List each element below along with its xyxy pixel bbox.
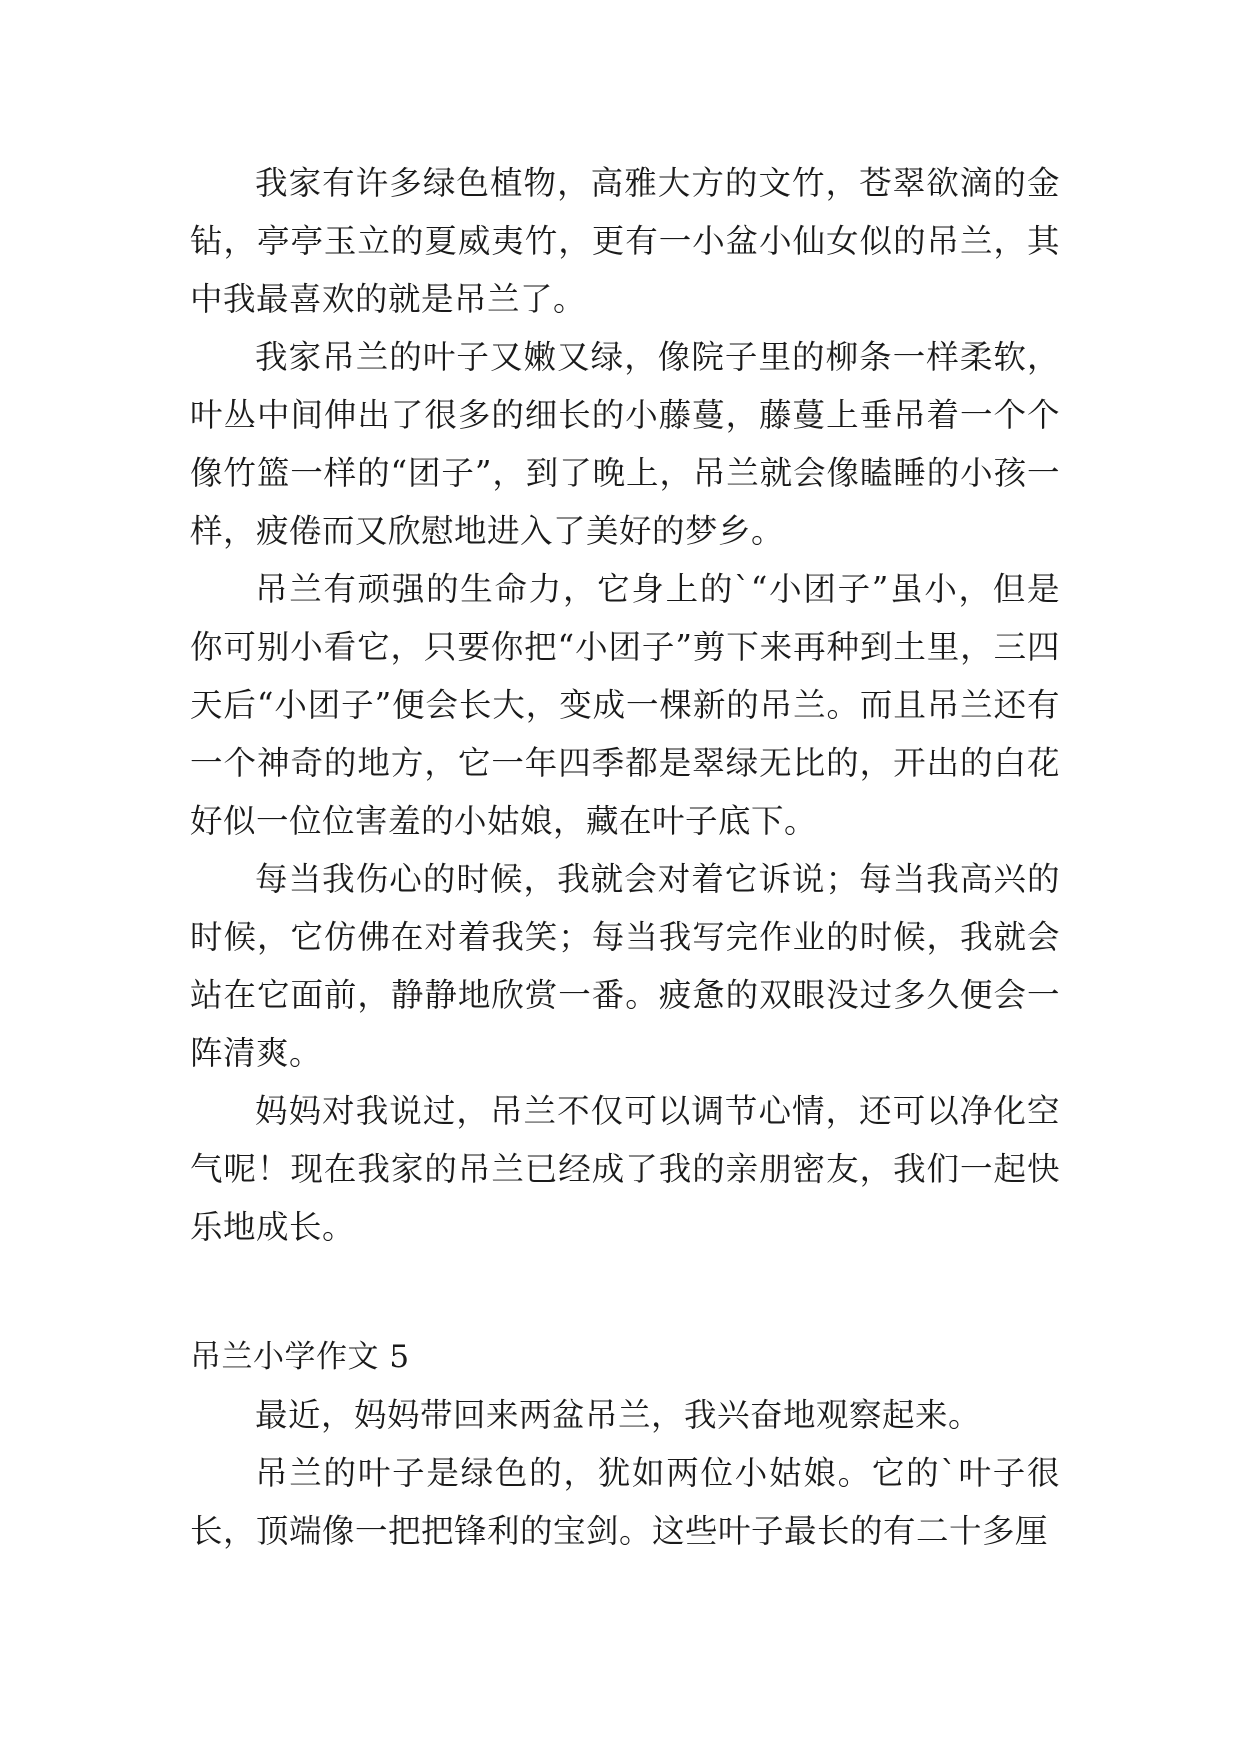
section-spacer <box>190 1256 1060 1328</box>
section-heading: 吊兰小学作文 5 <box>190 1339 410 1375</box>
paragraph-7: 吊兰的叶子是绿色的，犹如两位小姑娘。它的`叶子很长，顶端像一把把锋利的宝剑。这些叶子最长的有二十多厘 <box>190 1454 1060 1550</box>
paragraph-3: 吊兰有顽强的生命力，它身上的`“小团子”虽小，但是你可别小看它，只要你把“小团子”剪下来再种到土里，三四天后“小团子”便会长大，变成一棵新的吊兰。而且吊兰还有一个神奇的地方，它一年四季都是翠绿无比的，开出的白花好似一位位害羞的小姑娘，藏在叶子底下。 <box>190 570 1060 840</box>
paragraph-4: 每当我伤心的时候，我就会对着它诉说；每当我高兴的时候，它仿佛在对着我笑；每当我写完作业的时候，我就会站在它面前，静静地欣赏一番。疲惫的双眼没过多久便会一阵清爽。 <box>190 860 1060 1072</box>
paragraph-1: 我家有许多绿色植物，高雅大方的文竹，苍翠欲滴的金钻，亭亭玉立的夏威夷竹，更有一小盆小仙女似的吊兰，其中我最喜欢的就是吊兰了。 <box>190 164 1060 318</box>
paragraph-2: 我家吊兰的叶子又嫩又绿，像院子里的柳条一样柔软，叶丛中间伸出了很多的细长的小藤蔓，藤蔓上垂吊着一个个像竹篮一样的“团子”，到了晚上，吊兰就会像瞌睡的小孩一样，疲倦而又欣慰地进入了美好的梦乡。 <box>190 338 1060 550</box>
document-body <box>190 154 1060 1560</box>
paragraph-5: 妈妈对我说过，吊兰不仅可以调节心情，还可以净化空气呢！现在我家的吊兰已经成了我的亲朋密友，我们一起快乐地成长。 <box>190 1092 1060 1246</box>
paragraph-6: 最近，妈妈带回来两盆吊兰，我兴奋地观察起来。 <box>255 1396 982 1434</box>
